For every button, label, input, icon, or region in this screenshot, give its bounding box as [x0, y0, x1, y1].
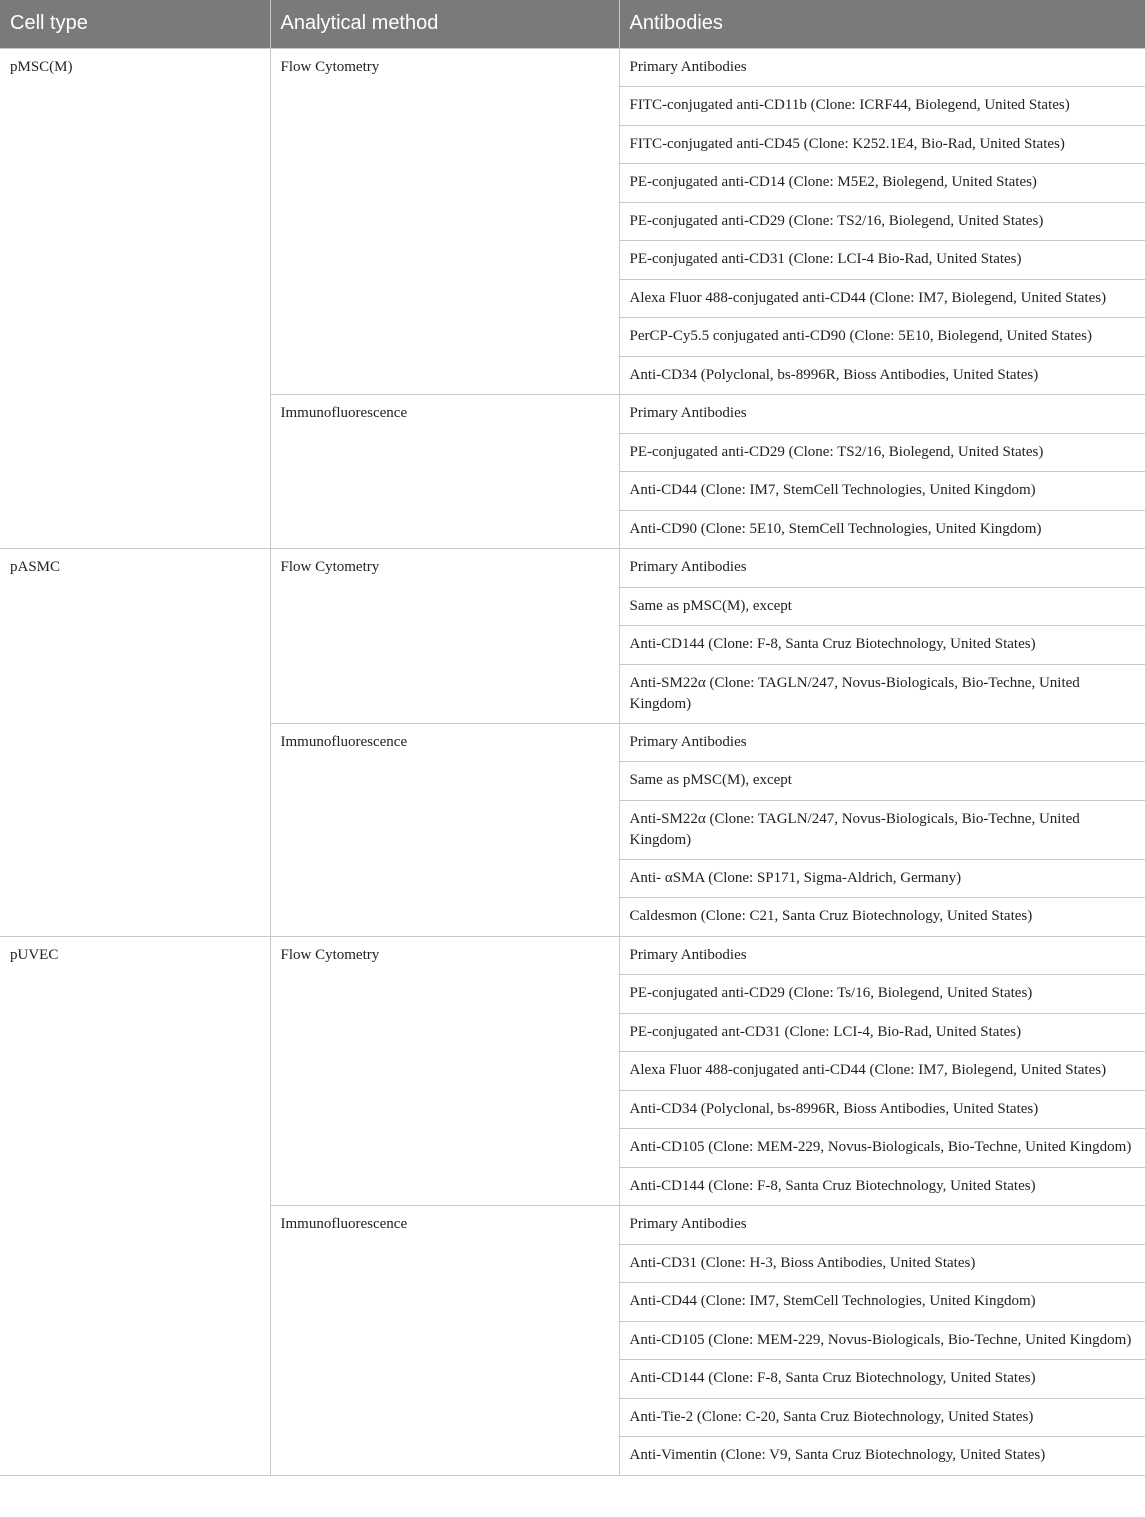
antibody-cell: Same as pMSC(M), except	[619, 762, 1145, 801]
header-antibodies: Antibodies	[619, 0, 1145, 48]
antibody-cell: Anti-CD144 (Clone: F-8, Santa Cruz Biotechnology, United States)	[619, 626, 1145, 665]
analytical-method-cell: Flow Cytometry	[270, 549, 619, 724]
analytical-method-cell: Immunofluorescence	[270, 723, 619, 936]
antibody-cell: Alexa Fluor 488-conjugated anti-CD44 (Clone: IM7, Biolegend, United States)	[619, 279, 1145, 318]
antibody-cell: Caldesmon (Clone: C21, Santa Cruz Biotechnology, United States)	[619, 898, 1145, 937]
antibody-cell: Anti-CD90 (Clone: 5E10, StemCell Technologies, United Kingdom)	[619, 510, 1145, 549]
antibody-cell: Primary Antibodies	[619, 549, 1145, 588]
antibody-cell: PE-conjugated anti-CD29 (Clone: TS2/16, Biolegend, United States)	[619, 202, 1145, 241]
antibody-cell: Anti-CD144 (Clone: F-8, Santa Cruz Biotechnology, United States)	[619, 1167, 1145, 1206]
table-row	[0, 549, 1145, 588]
antibody-cell: Anti-Tie-2 (Clone: C-20, Santa Cruz Biotechnology, United States)	[619, 1398, 1145, 1437]
header-analytical-method: Analytical method	[270, 0, 619, 48]
analytical-method-cell: Flow Cytometry	[270, 48, 619, 395]
antibody-cell: PE-conjugated anti-CD31 (Clone: LCI-4 Bio-Rad, United States)	[619, 241, 1145, 280]
antibody-cell: Anti-SM22α (Clone: TAGLN/247, Novus-Biologicals, Bio-Techne, United Kingdom)	[619, 800, 1145, 859]
header-row	[0, 0, 1145, 48]
antibody-cell: Anti-CD144 (Clone: F-8, Santa Cruz Biotechnology, United States)	[619, 1360, 1145, 1399]
antibody-cell: PerCP-Cy5.5 conjugated anti-CD90 (Clone: 5E10, Biolegend, United States)	[619, 318, 1145, 357]
antibody-cell: PE-conjugated anti-CD14 (Clone: M5E2, Biolegend, United States)	[619, 164, 1145, 203]
antibody-cell: Primary Antibodies	[619, 48, 1145, 87]
antibody-cell: Anti- αSMA (Clone: SP171, Sigma-Aldrich, Germany)	[619, 859, 1145, 898]
analytical-method-cell: Immunofluorescence	[270, 395, 619, 549]
antibody-cell: Anti-SM22α (Clone: TAGLN/247, Novus-Biologicals, Bio-Techne, United Kingdom)	[619, 664, 1145, 723]
cell-type-cell: pASMC	[0, 549, 270, 937]
antibody-cell: Anti-CD44 (Clone: IM7, StemCell Technologies, United Kingdom)	[619, 472, 1145, 511]
antibody-cell: Same as pMSC(M), except	[619, 587, 1145, 626]
antibody-cell: Anti-CD105 (Clone: MEM-229, Novus-Biologicals, Bio-Techne, United Kingdom)	[619, 1129, 1145, 1168]
cell-type-cell: pUVEC	[0, 936, 270, 1475]
antibody-cell: FITC-conjugated anti-CD45 (Clone: K252.1E4, Bio-Rad, United States)	[619, 125, 1145, 164]
antibody-cell: Primary Antibodies	[619, 723, 1145, 762]
antibody-cell: FITC-conjugated anti-CD11b (Clone: ICRF44, Biolegend, United States)	[619, 87, 1145, 126]
analytical-method-cell: Immunofluorescence	[270, 1206, 619, 1476]
analytical-method-cell: Flow Cytometry	[270, 936, 619, 1206]
table-body	[0, 48, 1145, 1475]
antibody-cell: Anti-CD105 (Clone: MEM-229, Novus-Biologicals, Bio-Techne, United Kingdom)	[619, 1321, 1145, 1360]
antibody-cell: Anti-CD34 (Polyclonal, bs-8996R, Bioss Antibodies, United States)	[619, 1090, 1145, 1129]
antibody-cell: Primary Antibodies	[619, 395, 1145, 434]
table-row	[0, 936, 1145, 975]
header-cell-type: Cell type	[0, 0, 270, 48]
antibody-cell: Anti-CD31 (Clone: H-3, Bioss Antibodies, United States)	[619, 1244, 1145, 1283]
antibody-cell: Primary Antibodies	[619, 1206, 1145, 1245]
antibody-cell: Alexa Fluor 488-conjugated anti-CD44 (Clone: IM7, Biolegend, United States)	[619, 1052, 1145, 1091]
table-row	[0, 48, 1145, 87]
antibody-cell: Anti-CD44 (Clone: IM7, StemCell Technologies, United Kingdom)	[619, 1283, 1145, 1322]
antibody-cell: Anti-CD34 (Polyclonal, bs-8996R, Bioss Antibodies, United States)	[619, 356, 1145, 395]
antibody-cell: PE-conjugated anti-CD29 (Clone: TS2/16, Biolegend, United States)	[619, 433, 1145, 472]
antibody-cell: Primary Antibodies	[619, 936, 1145, 975]
antibody-cell: Anti-Vimentin (Clone: V9, Santa Cruz Biotechnology, United States)	[619, 1437, 1145, 1476]
cell-type-cell: pMSC(M)	[0, 48, 270, 549]
antibody-cell: PE-conjugated ant-CD31 (Clone: LCI-4, Bio-Rad, United States)	[619, 1013, 1145, 1052]
antibody-cell: PE-conjugated anti-CD29 (Clone: Ts/16, Biolegend, United States)	[619, 975, 1145, 1014]
